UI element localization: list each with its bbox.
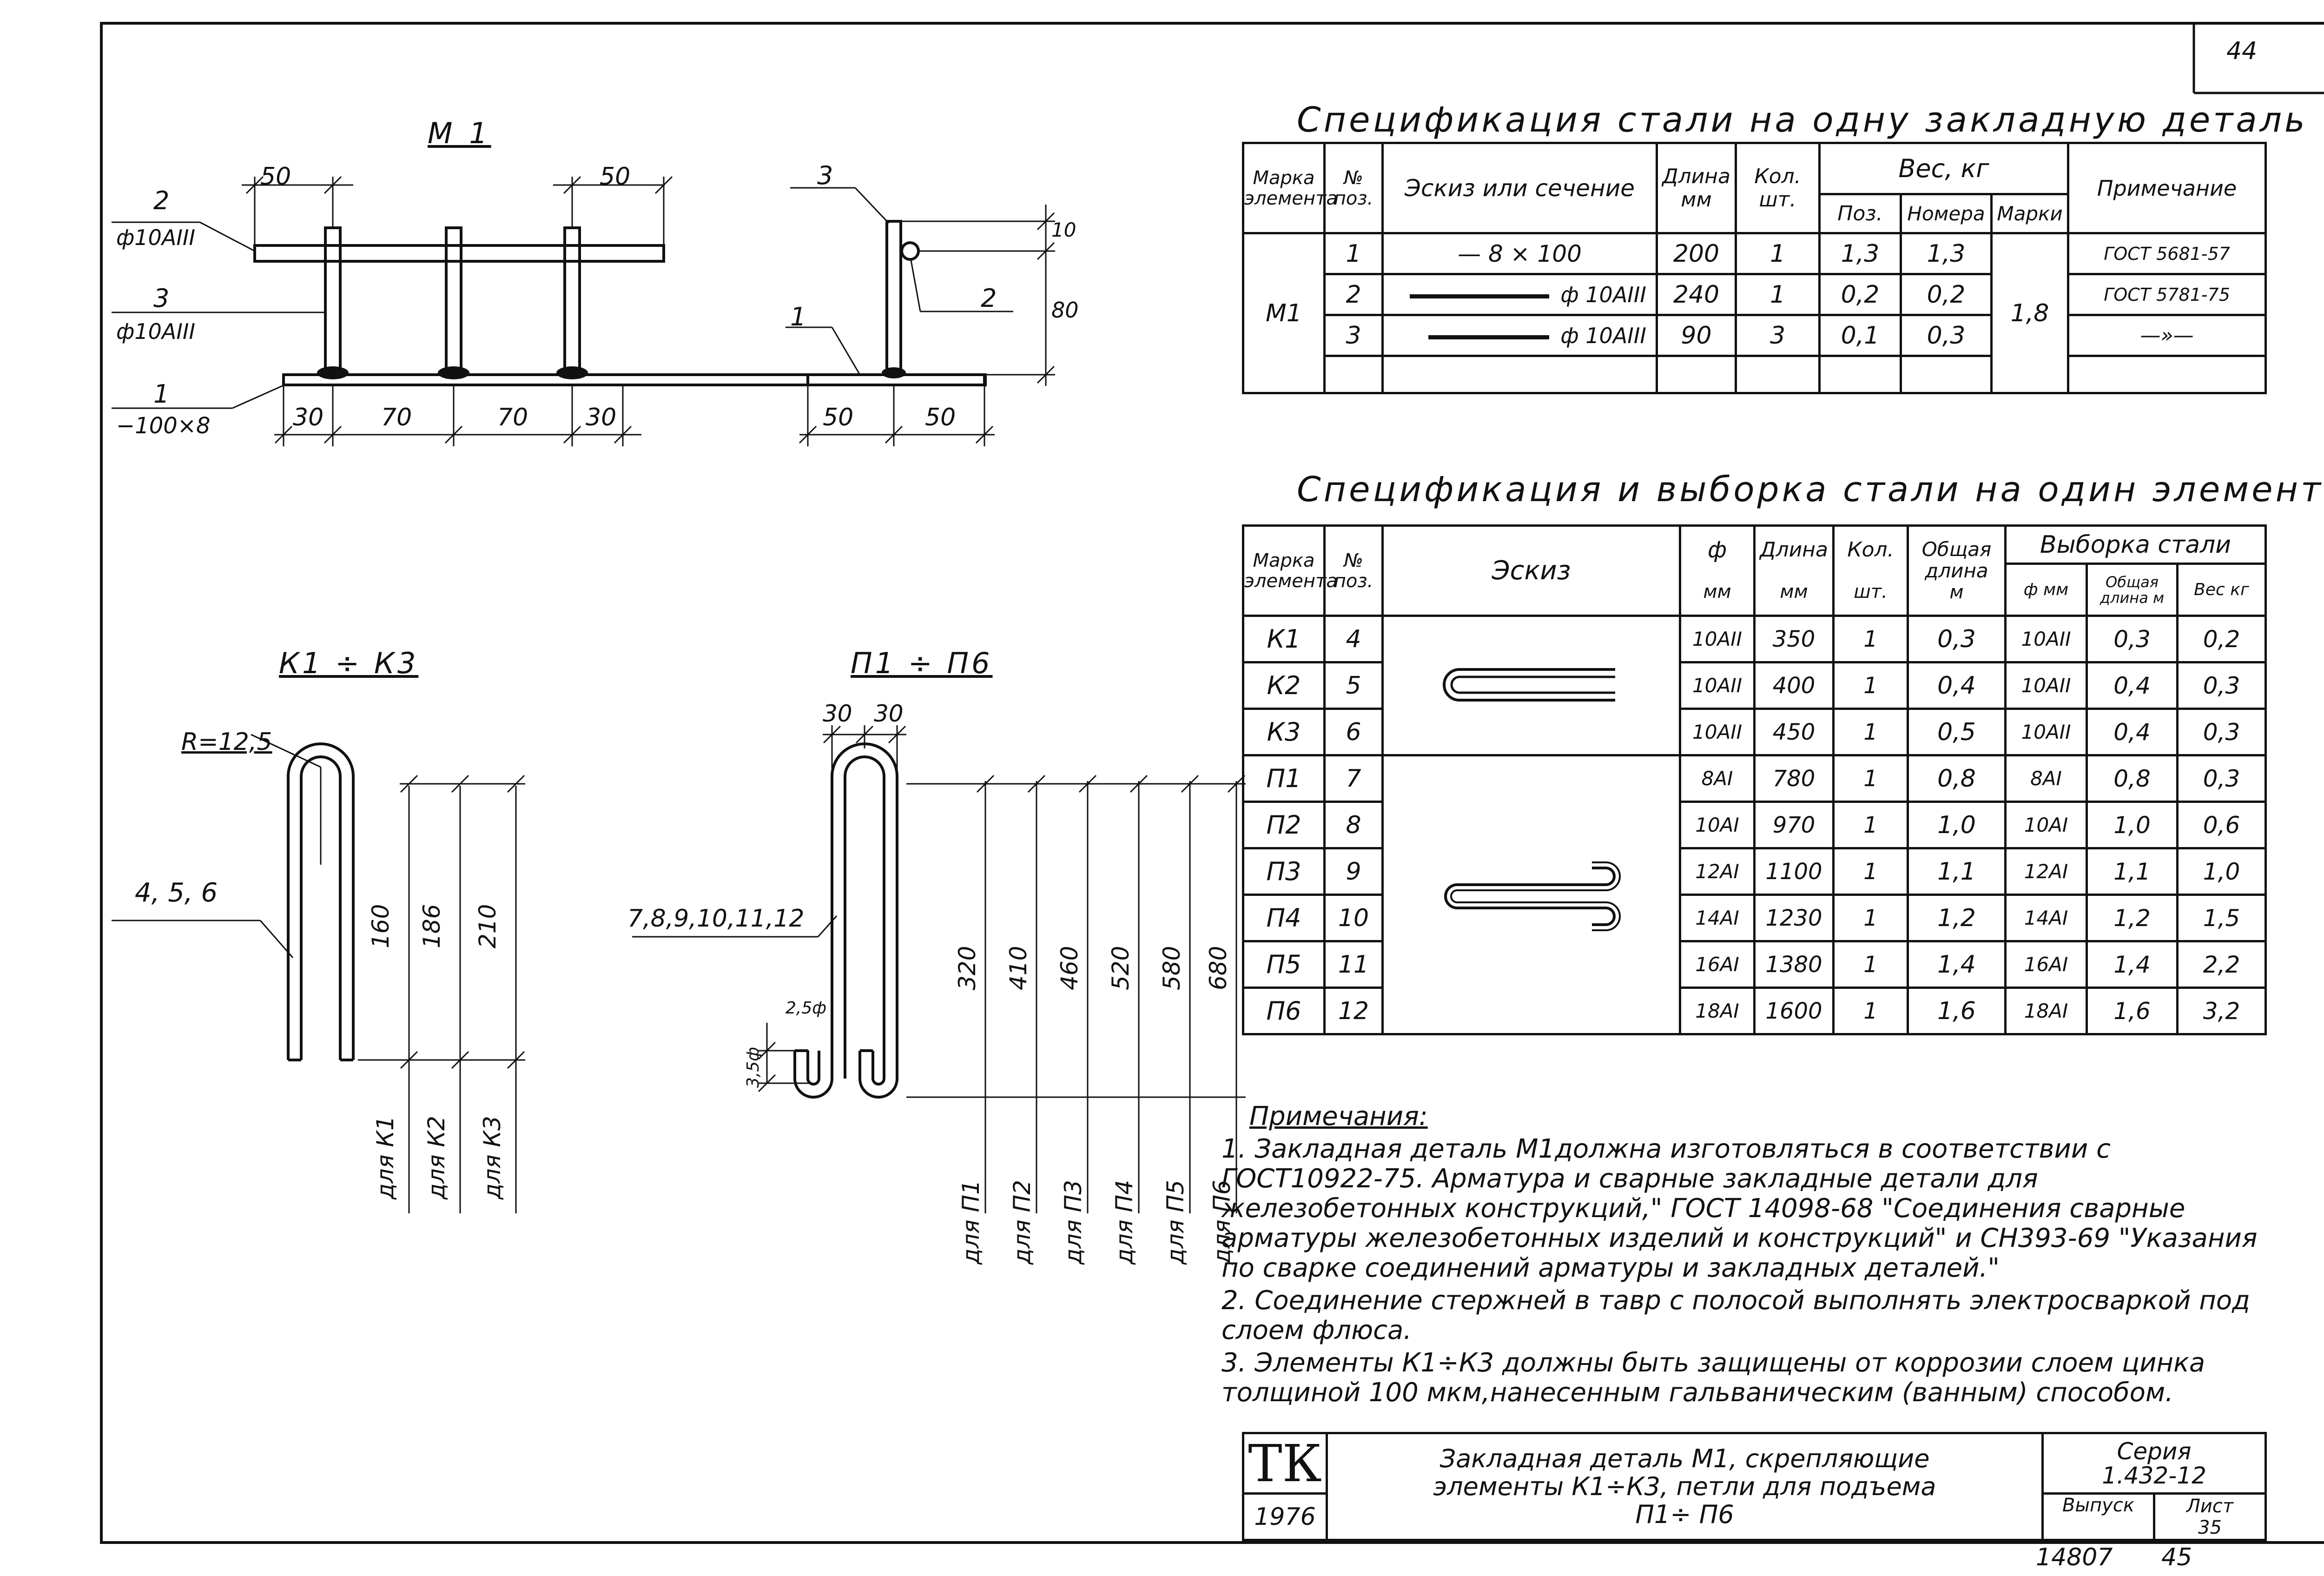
note-item-1: 1. Закладная деталь М1должна изготовляться в соответствии с ГОСТ10922-75. Арматура и сварные закладные детали для железобетонных конструкций," ГОСТ 14098-68 "Соединения сварные арматуры железобетонных изделий и конструкций" и СН393-69 "Указания по сварке соединений арматуры и закладных деталей." — [1221, 1134, 2258, 1283]
k-title: К1 ÷ К3 — [279, 646, 419, 680]
m1-side-callout-2: 2 — [981, 284, 997, 313]
spec1-cell-sketch — [1383, 274, 1657, 315]
p-dim-top-2: 30 — [874, 700, 904, 727]
spec2-h-vweight: Вес кг — [2178, 564, 2266, 616]
stamp-title — [1327, 1433, 2043, 1540]
spec2-cell-phi: 10АII — [1680, 616, 1755, 662]
spec2-h-phi-label: ф — [1707, 536, 1727, 563]
spec2-h-sketch: Эскиз — [1383, 526, 1680, 616]
spec1-cell-qty: 1 — [1736, 233, 1820, 274]
m1-dim-top-left: 50 — [260, 163, 291, 191]
spec2-cell-phi: 12АI — [1680, 848, 1755, 895]
spec1-cell-wpos: 0,2 — [1820, 274, 1901, 315]
stamp-series — [2043, 1433, 2266, 1494]
spec2-cell-phi: 10АII — [1680, 709, 1755, 755]
spec1-h-sketch: Эскиз или сечение — [1383, 143, 1657, 233]
spec2-cell-length: 450 — [1755, 709, 1834, 755]
spec2-cell-total: 1,6 — [1908, 988, 2006, 1034]
spec1-cell-length: 90 — [1657, 315, 1736, 356]
spec1-cell-wnomer: 1,3 — [1901, 233, 1992, 274]
spec1-cell-pos: 2 — [1325, 274, 1383, 315]
spec2-cell-vtotal: 0,8 — [2087, 755, 2178, 802]
spec2-cell-vphi: 16АI — [2006, 941, 2087, 988]
m1-callout-3-text: ф10АIII — [116, 319, 196, 344]
stamp-list-label: Лист — [2186, 1495, 2234, 1517]
hairpin-k-icon — [1439, 664, 1624, 706]
k-for-1: для К1 — [372, 1116, 399, 1199]
spec2-cell-length: 400 — [1755, 662, 1834, 709]
m1-dim-bottom-1: 30 — [293, 404, 324, 431]
spec2-cell-vphi: 12АI — [2006, 848, 2087, 895]
spec1-cell-sketch — [1383, 315, 1657, 356]
spec2-h-phi-unit: мм — [1703, 581, 1731, 603]
spec1-cell-note: —»— — [2068, 315, 2266, 356]
spec2-cell-vweight: 0,6 — [2178, 802, 2266, 848]
stamp-title-line-1: Закладная деталь М1, скрепляющие — [1439, 1444, 1930, 1473]
spec1-h-marka: Марка элемента — [1243, 143, 1325, 233]
spec2-cell-vphi: 10АII — [2006, 709, 2087, 755]
spec2-cell-phi: 10АII — [1680, 662, 1755, 709]
p-title: П1 ÷ П6 — [851, 646, 993, 680]
stamp-list-value: 35 — [2198, 1516, 2222, 1538]
spec2-cell-vweight: 0,3 — [2178, 709, 2266, 755]
spec2-cell-vtotal: 0,3 — [2087, 616, 2178, 662]
spec2-cell-vphi: 18АI — [2006, 988, 2087, 1034]
stamp-list — [2154, 1494, 2266, 1540]
spec2-cell-qty: 1 — [1834, 941, 1908, 988]
spec2-cell-mark: П1 — [1243, 755, 1325, 802]
spec2-cell-pos: 10 — [1325, 895, 1383, 941]
spec1-cell-note: ГОСТ 5681-57 — [2068, 233, 2266, 274]
spec2-cell-qty: 1 — [1834, 988, 1908, 1034]
p-for-4: для П4 — [1111, 1180, 1138, 1265]
spec1-cell-wpos: 1,3 — [1820, 233, 1901, 274]
notes — [1221, 1102, 2267, 1410]
spec1-cell-sketch: — 8 × 100 — [1383, 233, 1657, 274]
spec2-cell-length: 350 — [1755, 616, 1834, 662]
spec2-cell-qty: 1 — [1834, 616, 1908, 662]
spec1-sketch-label: ф 10АIII — [1560, 282, 1646, 307]
spec2-cell-vphi: 10АI — [2006, 802, 2087, 848]
spec1-empty-row — [1243, 356, 2266, 393]
k-height-2: 186 — [418, 904, 445, 948]
m1-dim-bottom-3: 70 — [497, 404, 528, 431]
spec2-cell-phi: 8АI — [1680, 755, 1755, 802]
p-positions: 7,8,9,10,11,12 — [627, 905, 805, 933]
spec2-cell-mark: К3 — [1243, 709, 1325, 755]
spec2-sketch-p — [1383, 755, 1680, 1034]
spec1-cell-pos: 3 — [1325, 315, 1383, 356]
spec1-row — [1243, 315, 2266, 356]
spec2-cell-qty: 1 — [1834, 802, 1908, 848]
k-height-3: 210 — [474, 904, 501, 948]
spec1-h-wpos: Поз. — [1820, 194, 1901, 233]
spec1-cell-wnomer: 0,3 — [1901, 315, 1992, 356]
notes-heading: Примечания: — [1249, 1101, 1428, 1132]
spec2-cell-pos: 12 — [1325, 988, 1383, 1034]
spec2-cell-vtotal: 0,4 — [2087, 709, 2178, 755]
spec1-cell-note: ГОСТ 5781-75 — [2068, 274, 2266, 315]
spec2-cell-pos: 7 — [1325, 755, 1383, 802]
spec2-cell-pos: 5 — [1325, 662, 1383, 709]
spec1-h-qty: Кол. шт. — [1736, 143, 1820, 233]
stamp-title-line-2: элементы К1÷К3, петли для подъема — [1433, 1471, 1936, 1501]
spec2-cell-vweight: 1,0 — [2178, 848, 2266, 895]
spec2-cell-phi: 18АI — [1680, 988, 1755, 1034]
spec2-cell-vphi: 14АI — [2006, 895, 2087, 941]
spec2-cell-vtotal: 1,0 — [2087, 802, 2178, 848]
spec1-row — [1243, 274, 2266, 315]
spec1-cell-pos: 1 — [1325, 233, 1383, 274]
m1-title: М 1 — [428, 116, 491, 150]
spec2-cell-vweight: 1,5 — [2178, 895, 2266, 941]
m1-callout-2-num: 2 — [153, 186, 170, 215]
spec2-cell-qty: 1 — [1834, 662, 1908, 709]
spec2-cell-qty: 1 — [1834, 895, 1908, 941]
spec1-cell-qty: 3 — [1736, 315, 1820, 356]
spec2-cell-vtotal: 1,1 — [2087, 848, 2178, 895]
spec2-cell-vweight: 0,3 — [2178, 662, 2266, 709]
spec2-cell-phi: 16АI — [1680, 941, 1755, 988]
spec2-cell-total: 1,1 — [1908, 848, 2006, 895]
title-stamp — [1242, 1432, 2267, 1541]
spec2-h-vphi: ф мм — [2006, 564, 2087, 616]
spec2-cell-total: 1,0 — [1908, 802, 2006, 848]
m1-callout-3-num: 3 — [153, 284, 170, 313]
spec2-cell-mark: П5 — [1243, 941, 1325, 988]
spec2-cell-length: 1380 — [1755, 941, 1834, 988]
m1-dim-bottom-2: 70 — [381, 404, 412, 431]
spec2-h-qty-label: Кол. — [1847, 537, 1894, 562]
spec2-row — [1243, 755, 2266, 802]
spec2-cell-mark: К2 — [1243, 662, 1325, 709]
stamp-series-value: 1.432-12 — [2102, 1462, 2206, 1489]
spec2-cell-pos: 6 — [1325, 709, 1383, 755]
k-for-3: для К3 — [479, 1116, 506, 1199]
p-for-5: для П5 — [1162, 1180, 1189, 1265]
spec2-title: Спецификация и выборка стали на один элемент — [1297, 470, 2324, 510]
spec1-h-pos: № поз. — [1325, 143, 1383, 233]
spec1-cell-wnomer: 0,2 — [1901, 274, 1992, 315]
k-for-2: для К2 — [423, 1116, 450, 1199]
spec2-cell-vweight: 0,3 — [2178, 755, 2266, 802]
spec2-h-vyborka: Выборка стали — [2006, 526, 2266, 564]
page-number-bottom-2: 45 — [2161, 1543, 2192, 1571]
spec2-cell-vtotal: 1,6 — [2087, 988, 2178, 1034]
page-number-bottom-1: 14807 — [2036, 1543, 2113, 1571]
spec2-h-total — [1908, 526, 2006, 616]
spec2-cell-pos: 4 — [1325, 616, 1383, 662]
spec2-cell-total: 0,8 — [1908, 755, 2006, 802]
p-height-4: 520 — [1107, 946, 1134, 990]
spec2-cell-mark: П3 — [1243, 848, 1325, 895]
m1-side-dim-10: 10 — [1051, 219, 1076, 241]
p-dim-top-1: 30 — [823, 700, 852, 727]
spec1-row — [1243, 233, 2266, 274]
spec2-sketch-k — [1383, 616, 1680, 755]
spec2-cell-mark: П6 — [1243, 988, 1325, 1034]
k-radius: R=12,5 — [181, 728, 272, 756]
spec2-h-qty-unit: шт. — [1854, 581, 1888, 603]
spec1-mark: М1 — [1243, 233, 1325, 393]
spec2-cell-qty: 1 — [1834, 848, 1908, 895]
m1-side-dim-2: 50 — [925, 404, 956, 431]
spec2-cell-mark: П2 — [1243, 802, 1325, 848]
spec2-cell-length: 1100 — [1755, 848, 1834, 895]
spec2-cell-mark: К1 — [1243, 616, 1325, 662]
spec2-h-length — [1755, 526, 1834, 616]
note-item-3: 3. Элементы К1÷К3 должны быть защищены от коррозии слоем цинка толщиной 100 мкм,нанесенным гальваническим (ванным) способом. — [1221, 1348, 2205, 1408]
m1-side-dim-1: 50 — [823, 404, 854, 431]
spec2-h-length-unit: мм — [1780, 581, 1808, 603]
spec2-cell-vphi: 10АII — [2006, 662, 2087, 709]
spec2-cell-length: 1600 — [1755, 988, 1834, 1034]
spec2-cell-total: 0,3 — [1908, 616, 2006, 662]
spec1-h-wmarki: Марки — [1992, 194, 2068, 233]
rod-line-icon — [1428, 335, 1549, 339]
spec2-cell-mark: П4 — [1243, 895, 1325, 941]
m1-dim-top-right: 50 — [600, 163, 631, 191]
spec2-h-phi — [1680, 526, 1755, 616]
m1-callout-1-num: 1 — [153, 379, 170, 409]
spec2-cell-vweight: 2,2 — [2178, 941, 2266, 988]
p-height-5: 580 — [1158, 946, 1185, 990]
spec2-row — [1243, 616, 2266, 662]
m1-dim-bottom-4: 30 — [586, 404, 617, 431]
spec1-sketch-label: ф 10АIII — [1560, 323, 1646, 348]
spec2-cell-vtotal: 1,2 — [2087, 895, 2178, 941]
hook-p-icon — [1439, 857, 1624, 931]
spec1-h-wnomer: Номера — [1901, 194, 1992, 233]
p-for-6: для П6 — [1208, 1180, 1235, 1265]
spec1-table — [1242, 142, 2267, 394]
spec2-cell-length: 970 — [1755, 802, 1834, 848]
p-for-3: для П3 — [1060, 1180, 1087, 1265]
spec1-cell-wpos: 0,1 — [1820, 315, 1901, 356]
m1-side-callout-3: 3 — [817, 161, 833, 190]
spec2-cell-total: 0,4 — [1908, 662, 2006, 709]
spec2-cell-qty: 1 — [1834, 709, 1908, 755]
spec2-cell-length: 780 — [1755, 755, 1834, 802]
spec2-cell-vtotal: 1,4 — [2087, 941, 2178, 988]
spec2-cell-vphi: 8АI — [2006, 755, 2087, 802]
spec1-cell-length: 240 — [1657, 274, 1736, 315]
p-height-1: 320 — [954, 946, 981, 990]
spec2-h-total-unit: м — [1949, 581, 1964, 603]
p-height-3: 460 — [1056, 946, 1083, 990]
spec2-cell-vphi: 10АII — [2006, 616, 2087, 662]
spec2-table — [1242, 524, 2267, 1035]
spec1-h-length: Длина мм — [1657, 143, 1736, 233]
spec2-cell-total: 1,2 — [1908, 895, 2006, 941]
p-small-dim-1: 2,5ф — [786, 999, 827, 1018]
m1-callout-2-text: ф10АIII — [116, 225, 196, 250]
rod-line-icon — [1410, 294, 1549, 298]
m1-side-dim-80: 80 — [1051, 298, 1079, 323]
tk-logo: ТК — [1243, 1433, 1327, 1494]
p-small-dim-2: 3,5ф — [744, 1046, 763, 1088]
m1-side-callout-1: 1 — [790, 302, 806, 331]
stamp-year: 1976 — [1243, 1494, 1327, 1540]
spec2-h-pos: № поз. — [1325, 526, 1383, 616]
spec2-cell-phi: 10АI — [1680, 802, 1755, 848]
k-height-1: 160 — [367, 904, 394, 948]
spec2-cell-total: 1,4 — [1908, 941, 2006, 988]
spec2-cell-length: 1230 — [1755, 895, 1834, 941]
p-height-6: 680 — [1205, 946, 1232, 990]
spec2-h-total-label: Общая длина — [1921, 537, 1992, 582]
p-for-1: для П1 — [957, 1180, 984, 1265]
spec1-cell-qty: 1 — [1736, 274, 1820, 315]
spec2-cell-pos: 9 — [1325, 848, 1383, 895]
spec2-cell-total: 0,5 — [1908, 709, 2006, 755]
spec2-h-marka: Марка элемента — [1243, 526, 1325, 616]
spec1-title: Спецификация стали на одну закладную деталь — [1297, 100, 2308, 140]
p-for-2: для П2 — [1009, 1180, 1036, 1265]
spec2-cell-vtotal: 0,4 — [2087, 662, 2178, 709]
spec2-cell-vweight: 3,2 — [2178, 988, 2266, 1034]
p-height-2: 410 — [1005, 946, 1032, 990]
spec2-h-length-label: Длина — [1760, 537, 1828, 562]
spec2-cell-vweight: 0,2 — [2178, 616, 2266, 662]
spec2-h-vtotal: Общая длина м — [2087, 564, 2178, 616]
note-item-2: 2. Соединение стержней в тавр с полосой выполнять электросваркой под слоем флюса. — [1221, 1285, 2250, 1345]
spec1-h-note: Примечание — [2068, 143, 2266, 233]
spec2-cell-pos: 11 — [1325, 941, 1383, 988]
spec2-cell-phi: 14АI — [1680, 895, 1755, 941]
stamp-series-label: Серия — [2117, 1437, 2192, 1465]
spec1-mark-weight: 1,8 — [1992, 233, 2068, 393]
stamp-vypusk: Выпуск — [2043, 1494, 2154, 1540]
k-positions: 4, 5, 6 — [135, 878, 218, 908]
page-number-top: 44 — [2226, 37, 2258, 65]
spec1-cell-length: 200 — [1657, 233, 1736, 274]
spec1-h-weight: Вес, кг — [1820, 143, 2068, 194]
spec2-cell-qty: 1 — [1834, 755, 1908, 802]
spec2-h-qty — [1834, 526, 1908, 616]
spec2-cell-pos: 8 — [1325, 802, 1383, 848]
m1-callout-1-text: −100×8 — [116, 413, 211, 439]
stamp-title-line-3: П1÷ П6 — [1635, 1499, 1734, 1529]
